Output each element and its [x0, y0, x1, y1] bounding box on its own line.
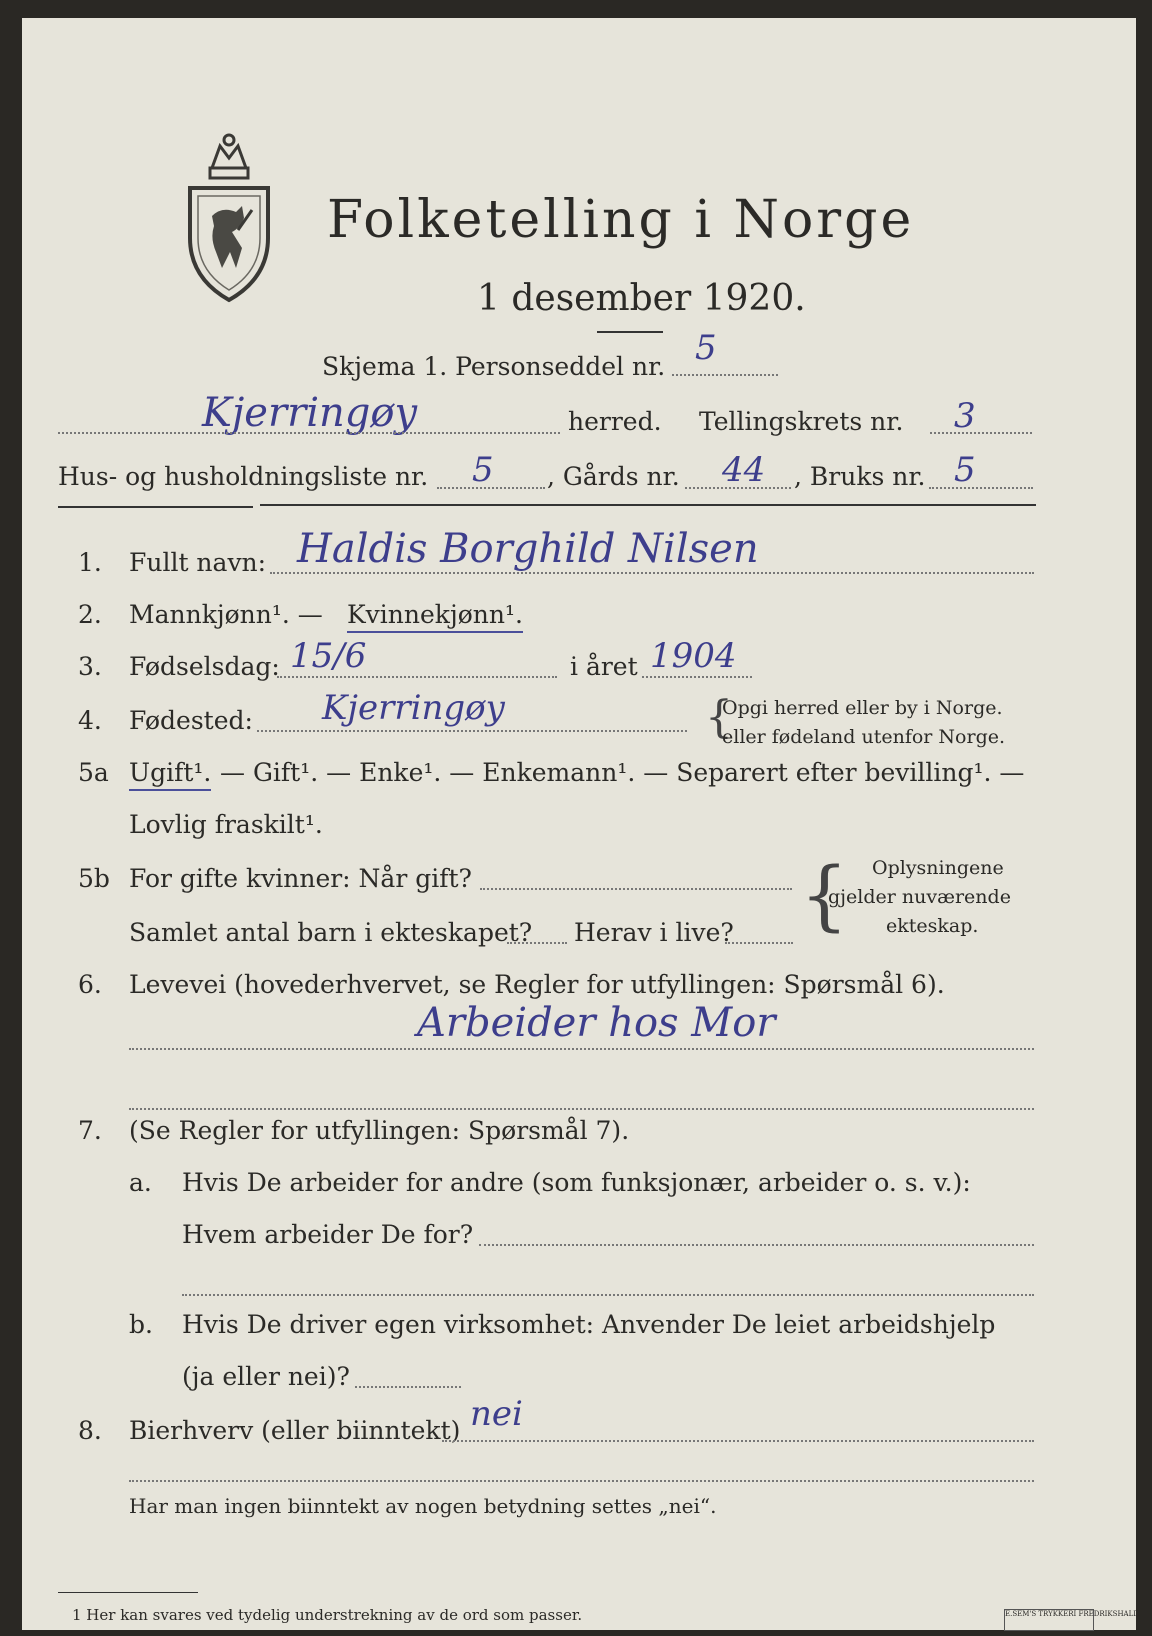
gards-value[interactable]: 44 [722, 450, 766, 490]
q5b-note-line-3: ekteskap. [886, 915, 979, 937]
footnote: 1 Her kan svares ved tydelig understrekning av de ord som passer. [72, 1606, 583, 1624]
q5a-number: 5a [78, 758, 109, 787]
q7a-label: Hvis De arbeider for andre (som funksjonær, arbeider o. s. v.): [182, 1168, 971, 1197]
q1-dotline [270, 572, 1034, 574]
q1-label: Fullt navn: [129, 548, 267, 577]
herred-value[interactable]: Kjerringøy [202, 390, 418, 436]
q1-full-name-value[interactable]: Haldis Borghild Nilsen [297, 526, 759, 572]
q3-year-value[interactable]: 1904 [650, 636, 737, 676]
q7b-dotline [355, 1386, 461, 1388]
q6-number: 6. [78, 970, 102, 999]
husliste-label: Hus- og husholdningsliste nr. [58, 462, 429, 491]
q5b-note-line-1: Oplysningene [872, 857, 1004, 879]
footer-note: Har man ingen biinntekt av nogen betydning settes „nei“. [129, 1494, 717, 1518]
q7-number: 7. [78, 1116, 102, 1145]
q6-dotline-2 [129, 1108, 1034, 1110]
tellingskrets-value[interactable]: 3 [954, 396, 976, 436]
q7a-dotline-2 [182, 1294, 1034, 1296]
q5b-number: 5b [78, 864, 110, 893]
q6-label: Levevei (hovederhvervet, se Regler for utfyllingen: Spørsmål 6). [129, 970, 945, 999]
q4-birthplace-value[interactable]: Kjerringøy [322, 688, 505, 728]
q5a-other-options[interactable]: — Gift¹. — Enke¹. — Enkemann¹. — Separert efter bevilling¹. — [220, 758, 1025, 787]
q6-dotline-1 [129, 1048, 1034, 1050]
q5b-when-dotline [480, 888, 792, 890]
census-form [22, 18, 1139, 1630]
footnote-rule [58, 1592, 198, 1593]
q4-note-line-2: eller fødeland utenfor Norge. [722, 726, 1006, 748]
q3-year-label: i året [570, 652, 638, 681]
q8-dotline-2 [129, 1480, 1034, 1482]
q3-year-dotline [642, 676, 752, 678]
q4-dotline [257, 730, 687, 732]
herred-dotline [58, 432, 560, 434]
q8-number: 8. [78, 1416, 102, 1445]
q7a-employer-label: Hvem arbeider De for? [182, 1220, 474, 1249]
q5a-divorced-option[interactable]: Lovlig fraskilt¹. [129, 810, 323, 839]
bruks-dotline [929, 487, 1033, 489]
printer-stamp: E.SEM'S TRYKKERI FREDRIKSHALD [1004, 1609, 1094, 1631]
q7b-yes-no-label: (ja eller nei)? [182, 1362, 350, 1391]
tellingskrets-label: Tellingskrets nr. [699, 407, 904, 436]
q4-label: Fødested: [129, 706, 253, 735]
section-rule-left [58, 506, 253, 508]
q3-number: 3. [78, 652, 102, 681]
q2-number: 2. [78, 600, 102, 629]
q2-female-option-underlined[interactable]: Kvinnekjønn¹. [347, 600, 523, 633]
q5b-alive-label: Herav i live? [574, 918, 734, 947]
q5a-unmarried-option-underlined[interactable]: Ugift¹. [129, 758, 211, 791]
q1-number: 1. [78, 548, 102, 577]
q7-label: (Se Regler for utfyllingen: Spørsmål 7). [129, 1116, 630, 1145]
q7a-letter: a. [129, 1168, 152, 1197]
q3-birthday-value[interactable]: 15/6 [290, 636, 367, 676]
bruks-label: , Bruks nr. [794, 462, 926, 491]
form-title: Folketelling i Norge [327, 190, 915, 250]
q3-label: Fødselsdag: [129, 652, 280, 681]
q6-occupation-value[interactable]: Arbeider hos Mor [417, 1000, 776, 1046]
gards-label: , Gårds nr. [547, 462, 680, 491]
herred-label: herred. [568, 407, 662, 436]
q8-label: Bierhverv (eller biinntekt) [129, 1416, 461, 1445]
q7b-letter: b. [129, 1310, 153, 1339]
title-divider [597, 331, 663, 333]
schema-label: Skjema 1. Personseddel nr. [322, 352, 666, 381]
q8-side-income-value[interactable]: nei [470, 1394, 523, 1434]
husliste-value[interactable]: 5 [472, 450, 494, 490]
q5b-note-brace: { [800, 850, 849, 939]
coat-of-arms-icon [182, 128, 277, 308]
schema-dotline [672, 374, 778, 376]
form-subtitle: 1 desember 1920. [477, 278, 806, 319]
tellingskrets-dotline [930, 432, 1032, 434]
q3-dotline [277, 676, 557, 678]
q5b-children-dotline [507, 942, 567, 944]
q5b-note-line-2: gjelder nuværende [828, 886, 1011, 908]
section-rule-right [260, 504, 1036, 506]
q5b-children-label: Samlet antal barn i ekteskapet? [129, 918, 533, 947]
q5b-label: For gifte kvinner: Når gift? [129, 864, 472, 893]
q4-number: 4. [78, 706, 102, 735]
q7b-label: Hvis De driver egen virksomhet: Anvender De leiet arbeidshjelp [182, 1310, 996, 1339]
q2-male-option[interactable]: Mannkjønn¹. — [129, 600, 323, 629]
q5b-alive-dotline [725, 942, 793, 944]
q8-dotline-1 [442, 1440, 1034, 1442]
q4-note-line-1: Opgi herred eller by i Norge. [722, 697, 1003, 719]
bruks-value[interactable]: 5 [954, 450, 976, 490]
q7a-dotline-1 [479, 1244, 1034, 1246]
schema-number-value[interactable]: 5 [695, 328, 717, 368]
q4-note-brace: { [705, 692, 733, 743]
